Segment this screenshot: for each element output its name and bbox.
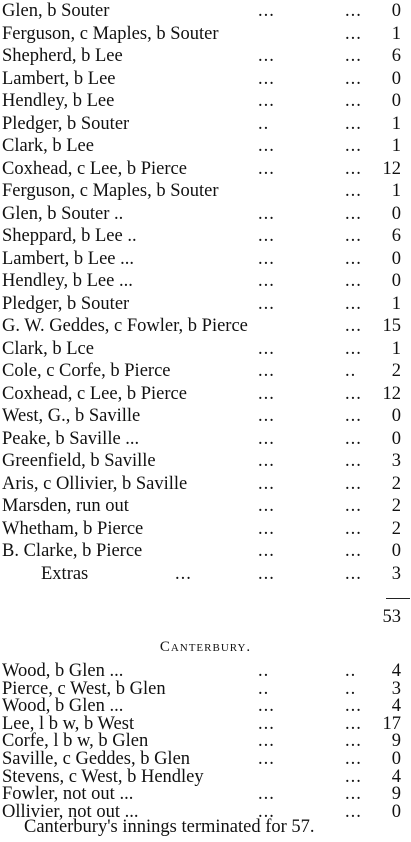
leader-dots: ... <box>345 68 362 89</box>
leader-dots: ... <box>258 338 275 359</box>
batsman-score: 2 <box>391 518 401 539</box>
batsman-dismissal: Pledger, b Souter <box>2 113 130 134</box>
first-innings-total: 53 <box>382 607 401 627</box>
batsman-dismissal: Lambert, b Lee <box>2 68 116 89</box>
batsman-score: 2 <box>391 496 401 516</box>
batsman-score: 3 <box>391 678 401 699</box>
batsman-row <box>0 248 411 270</box>
batsman-dismissal: Clark, b Lee <box>2 136 94 156</box>
batsman-dismissal: Lambert, b Lee ... <box>2 248 135 269</box>
leader-dots: ... <box>258 731 275 752</box>
leader-dots: ... <box>258 68 275 89</box>
batsman-score: 2 <box>391 473 401 494</box>
batsman-dismissal: Coxhead, c Lee, b Pierce <box>2 158 187 179</box>
leader-dots: ... <box>345 203 362 224</box>
extras-row <box>0 563 411 585</box>
batsman-row <box>0 405 411 427</box>
leader-dots: ... <box>258 564 275 584</box>
leader-dots: ... <box>345 428 362 449</box>
leader-dots: ... <box>258 248 275 269</box>
batsman-score: 0 <box>391 91 401 111</box>
batsman-dismissal: Wood, b Glen ... <box>2 661 124 681</box>
batsman-row <box>0 270 411 292</box>
leader-dots: ... <box>345 1 362 21</box>
leader-dots: ... <box>345 136 362 156</box>
batsman-row <box>0 428 411 450</box>
leader-dots: ... <box>345 271 362 291</box>
batsman-dismissal: Clark, b Lce <box>2 338 94 359</box>
leader-dots: ... <box>345 46 362 66</box>
batsman-dismissal: West, G., b Saville <box>2 406 141 426</box>
batsman-score: 1 <box>391 136 401 156</box>
batsman-row <box>0 338 411 360</box>
leader-dots: ... <box>258 496 275 516</box>
batsman-row <box>0 113 411 135</box>
leader-dots: ... <box>258 713 275 734</box>
batsman-dismissal: Ollivier, not out ... <box>2 801 139 822</box>
batsman-score: 1 <box>391 338 401 359</box>
leader-dots: ... <box>258 451 275 471</box>
batsman-score: 0 <box>391 203 401 224</box>
leader-dots: ... <box>258 91 275 111</box>
batsman-score: 1 <box>391 181 401 201</box>
batsman-dismissal: Marsden, run out <box>2 496 129 516</box>
leader-dots: ... <box>345 801 362 822</box>
leader-dots: ... <box>345 383 362 404</box>
batsman-dismissal: Ferguson, c Maples, b Souter <box>2 181 219 201</box>
batsman-dismissal: Stevens, c West, b Hendley <box>2 766 204 787</box>
batsman-dismissal: Hendley, b Lee <box>2 91 115 111</box>
batsman-score: 1 <box>391 23 401 44</box>
leader-dots: ... <box>258 293 275 314</box>
batsman-dismissal: Greenfield, b Saville <box>2 451 156 471</box>
batsman-score: 0 <box>391 541 401 561</box>
leader-dots: ... <box>258 1 275 21</box>
batsman-score: 2 <box>391 361 401 381</box>
leader-dots: ... <box>345 713 362 734</box>
batsman-row <box>0 45 411 67</box>
batsman-dismissal: Hendley, b Lee ... <box>2 271 133 291</box>
batsman-score: 0 <box>391 801 401 822</box>
batsman-row <box>0 203 411 225</box>
batsman-score: 0 <box>391 68 401 89</box>
batsman-row <box>0 158 411 180</box>
leader-dots: ... <box>345 113 362 134</box>
batsman-dismissal: B. Clarke, b Pierce <box>2 541 143 561</box>
innings-summary: Canterbury's innings terminated for 57. <box>24 817 315 837</box>
leader-dots: ... <box>345 766 362 787</box>
leader-dots: ... <box>345 564 362 584</box>
leader-dots: ... <box>258 428 275 449</box>
leader-dots: ... <box>345 451 362 471</box>
batsman-row <box>0 473 411 495</box>
batsman-row <box>0 0 411 22</box>
batsman-score: 4 <box>391 766 401 787</box>
leader-dots: ... <box>345 473 362 494</box>
batsman-dismissal: Whetham, b Pierce <box>2 518 144 539</box>
leader-dots: ... <box>258 226 275 246</box>
leader-dots: ... <box>345 226 362 246</box>
leader-dots: ... <box>258 696 275 717</box>
extras-score: 3 <box>391 564 401 584</box>
batsman-row <box>0 293 411 315</box>
batsman-dismissal: Pledger, b Souter <box>2 293 130 314</box>
leader-dots: .. <box>258 113 270 134</box>
leader-dots: ... <box>345 293 362 314</box>
batsman-row <box>0 68 411 90</box>
leader-dots: ... <box>258 541 275 561</box>
leader-dots: ... <box>175 564 192 584</box>
batsman-score: 9 <box>391 731 401 752</box>
batsman-row <box>0 135 411 157</box>
leader-dots: ... <box>345 696 362 717</box>
leader-dots: ... <box>345 181 362 201</box>
batsman-score: 4 <box>391 696 401 717</box>
batsman-row <box>0 23 411 45</box>
leader-dots: ... <box>345 248 362 269</box>
leader-dots: ... <box>345 406 362 426</box>
batsman-row <box>0 90 411 112</box>
leader-dots: ... <box>258 271 275 291</box>
batsman-score: 0 <box>391 406 401 426</box>
batsman-dismissal: Ferguson, c Maples, b Souter <box>2 23 219 44</box>
batsman-score: 4 <box>391 661 401 681</box>
leader-dots: ... <box>345 731 362 752</box>
leader-dots: ... <box>258 518 275 539</box>
batsman-dismissal: Pierce, c West, b Glen <box>2 678 166 699</box>
leader-dots: ... <box>345 23 362 44</box>
batsman-dismissal: Aris, c Ollivier, b Saville <box>2 473 188 494</box>
batsman-score: 1 <box>391 293 401 314</box>
batsman-dismissal: G. W. Geddes, c Fowler, b Pierce <box>2 316 248 336</box>
batsman-dismissal: Saville, c Geddes, b Glen <box>2 749 191 769</box>
batsman-dismissal: Wood, b Glen ... <box>2 696 124 717</box>
batsman-row <box>0 383 411 405</box>
leader-dots: .. <box>258 661 270 681</box>
leader-dots: ... <box>345 338 362 359</box>
leader-dots: ... <box>258 158 275 179</box>
leader-dots: ... <box>345 541 362 561</box>
batsman-row <box>0 450 411 472</box>
batsman-row <box>0 360 411 382</box>
leader-dots: .. <box>258 678 270 699</box>
batsman-score: 17 <box>382 713 401 734</box>
batsman-score: 0 <box>391 248 401 269</box>
batsman-dismissal: Coxhead, c Lee, b Pierce <box>2 383 187 404</box>
batsman-score: 9 <box>391 784 401 805</box>
leader-dots: ... <box>345 158 362 179</box>
batsman-row <box>0 315 411 337</box>
batsman-dismissal: Cole, c Corfe, b Pierce <box>2 361 171 381</box>
batsman-score: 0 <box>391 749 401 769</box>
batsman-row <box>0 540 411 562</box>
batsman-dismissal: Corfe, l b w, b Glen <box>2 731 149 752</box>
leader-dots: ... <box>258 383 275 404</box>
batsman-dismissal: Fowler, not out ... <box>2 784 134 805</box>
leader-dots: ... <box>258 136 275 156</box>
batsman-score: 0 <box>391 428 401 449</box>
leader-dots: .. <box>345 361 357 381</box>
batsman-score: 12 <box>382 158 401 179</box>
batsman-score: 6 <box>391 46 401 66</box>
leader-dots: ... <box>345 749 362 769</box>
leader-dots: ... <box>258 801 275 822</box>
leader-dots: ... <box>258 784 275 805</box>
batsman-score: 1 <box>391 113 401 134</box>
batsman-score: 0 <box>391 1 401 21</box>
batsman-score: 12 <box>382 383 401 404</box>
total-rule <box>386 598 410 599</box>
leader-dots: ... <box>258 473 275 494</box>
leader-dots: ... <box>258 46 275 66</box>
leader-dots: ... <box>345 518 362 539</box>
batsman-score: 0 <box>391 271 401 291</box>
batsman-dismissal: Sheppard, b Lee .. <box>2 226 137 246</box>
batsman-row <box>0 518 411 540</box>
batsman-row <box>0 180 411 202</box>
batsman-row <box>0 225 411 247</box>
batsman-dismissal: Shepherd, b Lee <box>2 46 123 66</box>
batsman-dismissal: Glen, b Souter .. <box>2 203 124 224</box>
section-heading: Canterbury. <box>159 639 252 655</box>
extras-label: Extras <box>41 564 89 584</box>
batsman-dismissal: Glen, b Souter <box>2 1 110 21</box>
leader-dots: ... <box>345 91 362 111</box>
leader-dots: ... <box>258 203 275 224</box>
batsman-dismissal: Lee, l b w, b West <box>2 713 135 734</box>
batsman-row <box>0 495 411 517</box>
leader-dots: ... <box>345 316 362 336</box>
batsman-score: 15 <box>382 316 401 336</box>
leader-dots: ... <box>258 749 275 769</box>
leader-dots: .. <box>345 661 357 681</box>
leader-dots: ... <box>345 784 362 805</box>
batsman-score: 3 <box>391 451 401 471</box>
leader-dots: .. <box>345 678 357 699</box>
leader-dots: ... <box>345 496 362 516</box>
leader-dots: ... <box>258 406 275 426</box>
batsman-dismissal: Peake, b Saville ... <box>2 428 140 449</box>
batsman-score: 6 <box>391 226 401 246</box>
leader-dots: ... <box>258 361 275 381</box>
